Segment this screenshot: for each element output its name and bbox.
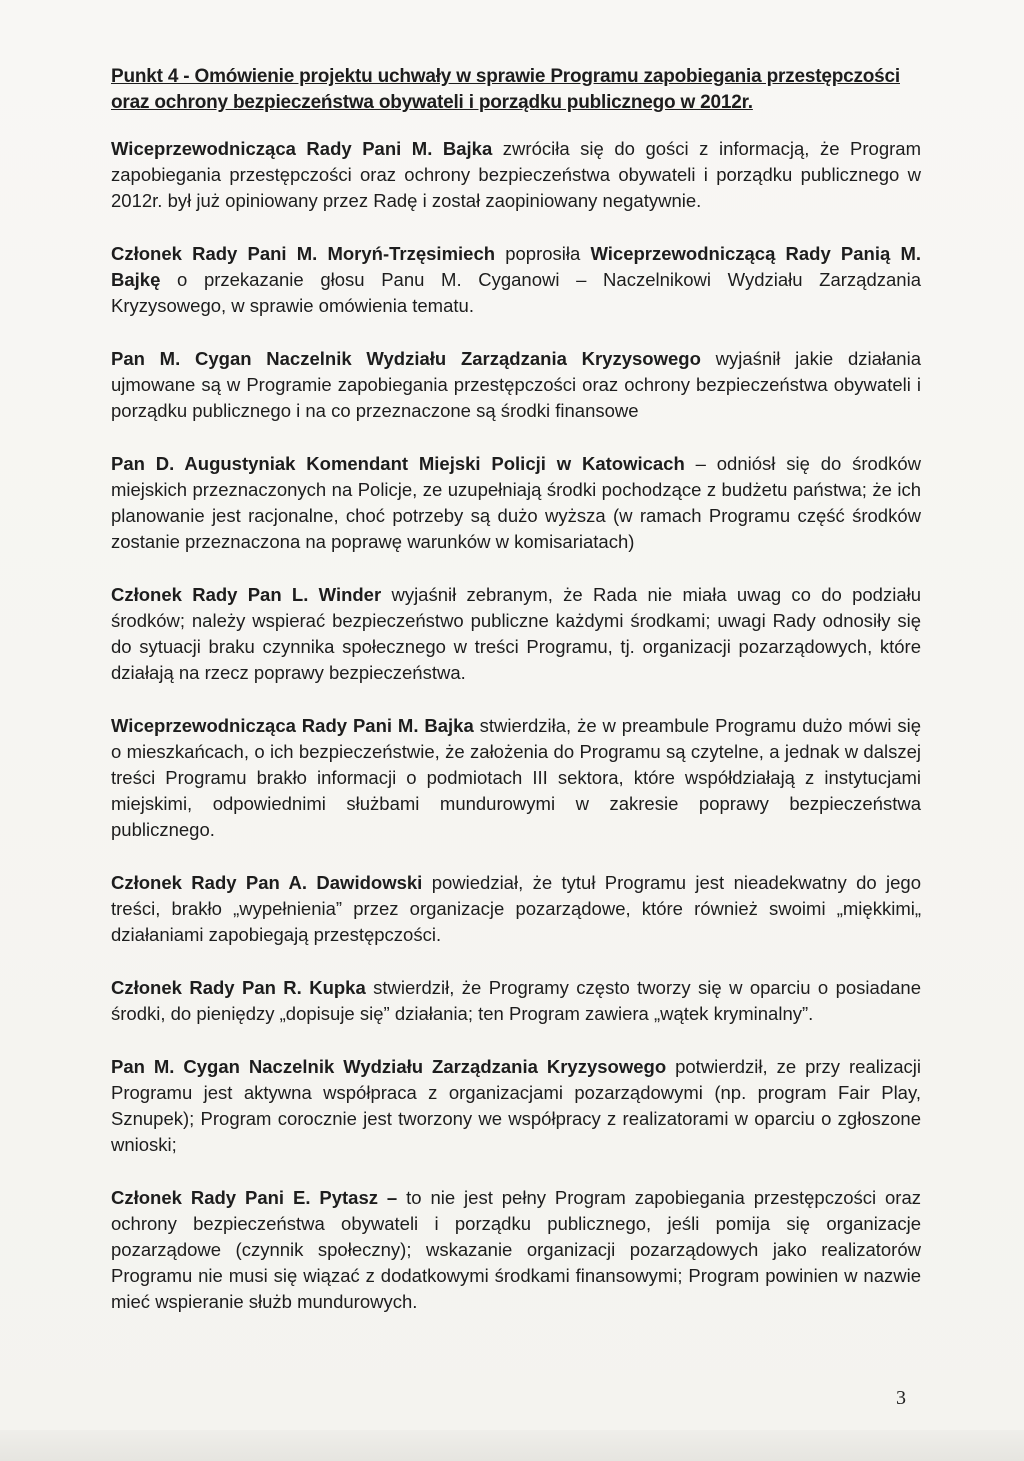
speaker-name: Członek Rady Pan L. Winder	[111, 584, 382, 605]
paragraph-text-continued: o przekazanie głosu Panu M. Cyganowi – Naczelnikowi Wydziału Zarządzania Kryzysowego, w sprawie omówienia tematu.	[111, 269, 921, 316]
paragraph-7	[111, 870, 921, 948]
speaker-name: Wiceprzewodnicząca Rady Pani M. Bajka	[111, 715, 474, 736]
paragraph-5	[111, 582, 921, 686]
speaker-name: Pan M. Cygan Naczelnik Wydziału Zarządzania Kryzysowego	[111, 348, 701, 369]
paragraph-3	[111, 346, 921, 424]
paragraph-1	[111, 136, 921, 214]
paragraph-text: – odniósł się do środków miejskich przeznaczonych na Policje, ze uzupełniają środki pochodzące z budżetu państwa; że ich planowanie jest racjonalne, choć potrzeby są dużo wyższa (w ramach Programu część środków zostanie przeznaczona na poprawę warunków w komisariatach)	[111, 453, 922, 552]
paragraph-text: potwierdził, ze przy realizacji Programu jest aktywna współpraca z organizacjami pozarządowymi (np. program Fair Play, Sznupek); Program corocznie jest tworzony we współpracy z realizatorami w oparciu o zgłoszone wnioski;	[111, 1056, 921, 1155]
paragraph-8	[111, 975, 921, 1027]
section-heading	[111, 64, 921, 116]
paragraph-text: poprosiła	[495, 243, 591, 264]
paragraph-text: wyjaśnił zebranym, że Rada nie miała uwag co do podziału środków; należy wspierać bezpieczeństwo publiczne każdymi środkami; uwagi Rady odnosiły się do sytuacji braku czynnika społecznego w treści Programu, tj. organizacji pozarządowych, które działają na rzecz poprawy bezpieczeństwa.	[111, 584, 922, 683]
speaker-name: Członek Rady Pani M. Moryń-Trzęsimiech	[111, 243, 496, 264]
paragraph-10	[111, 1185, 921, 1315]
section-heading-line-2: oraz ochrony bezpieczeństwa obywateli i porządku publicznego w 2012r.	[111, 92, 753, 113]
section-heading-line-1: Punkt 4 - Omówienie projektu uchwały w sprawie Programu zapobiegania przestępczości	[111, 66, 900, 87]
paragraph-9	[111, 1054, 921, 1158]
paragraph-text: wyjaśnił jakie działania ujmowane są w Programie zapobiegania przestępczości oraz ochrony bezpieczeństwa obywateli i porządku publicznego i na co przeznaczone są środki finansowe	[111, 348, 921, 421]
paragraph-4	[111, 451, 921, 555]
speaker-name: Wiceprzewodnicząca Rady Pani M. Bajka	[111, 138, 493, 159]
paragraph-text: zwróciła się do gości z informacją, że Program zapobiegania przestępczości oraz ochrony bezpieczeństwa obywateli i porządku publicznego w 2012r. był już opiniowany przez Radę i został zaopiniowany negatywnie.	[111, 138, 921, 211]
scan-bottom-edge	[0, 1430, 1024, 1461]
document-body	[111, 64, 921, 1342]
paragraph-text: stwierdziła, że w preambule Programu dużo mówi się o mieszkańcach, o ich bezpieczeństwie, że założenia do Programu są czytelne, a jednak w dalszej treści Programu brakło informacji o podmiotach III sektora, które współdziałają z instytucjami miejskimi, odpowiednimi służbami mundurowymi w zakresie poprawy bezpieczeństwa publicznego.	[111, 715, 921, 840]
paragraph-text: to nie jest pełny Program zapobiegania przestępczości oraz ochrony bezpieczeństwa obywateli i porządku publicznego, jeśli pomija się organizacje pozarządowe (czynnik społeczny); wskazanie organizacji pozarządowych jako realizatorów Programu nie musi się wiązać z dodatkowymi środkami finansowymi; Program powinien w nazwie mieć wspieranie służb mundurowych.	[111, 1187, 921, 1312]
speaker-name: Członek Rady Pani E. Pytasz –	[111, 1187, 398, 1208]
paragraph-text: powiedział, że tytuł Programu jest nieadekwatny do jego treści, brakło „wypełnienia” przez organizacje pozarządowe, które również swoimi „miękkimi„ działaniami zapobiegają przestępczości.	[111, 872, 922, 945]
speaker-name: Członek Rady Pan R. Kupka	[111, 977, 366, 998]
speaker-name: Pan D. Augustyniak Komendant Miejski Policji w Katowicach	[111, 453, 685, 474]
speaker-name: Członek Rady Pan A. Dawidowski	[111, 872, 423, 893]
paragraph-6	[111, 713, 921, 843]
paragraph-2	[111, 241, 921, 319]
addressee-name: Wiceprzewodniczącą Rady Panią M. Bajkę	[111, 243, 922, 290]
page-number: 3	[896, 1387, 906, 1409]
paragraph-text: stwierdził, że Programy często tworzy się w oparciu o posiadane środki, do pieniędzy „dopisuje się” działania; ten Program zawiera „wątek kryminalny”.	[111, 977, 921, 1024]
speaker-name: Pan M. Cygan Naczelnik Wydziału Zarządzania Kryzysowego	[111, 1056, 667, 1077]
